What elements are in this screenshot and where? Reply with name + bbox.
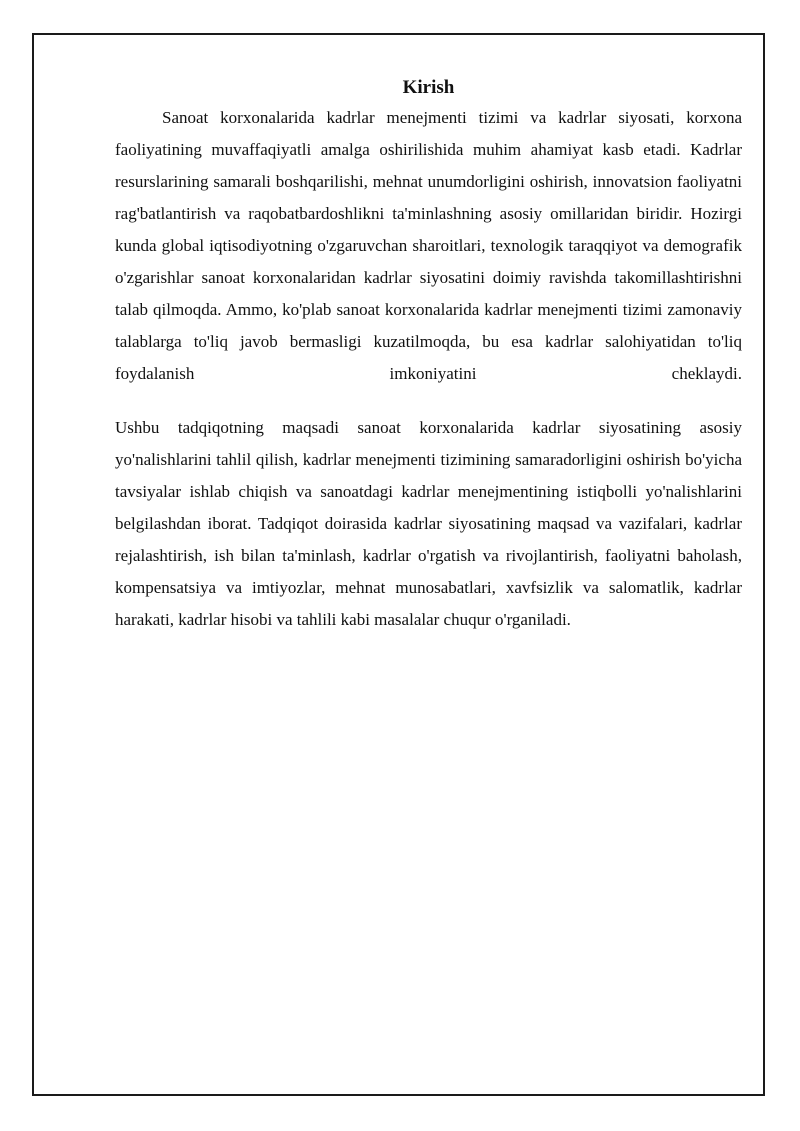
paragraph-introduction: Sanoat korxonalarida kadrlar menejmenti tizimi va kadrlar siyosati, korxona faoliyatining muvaffaqiyatli amalga oshirilishida muhim ahamiyat kasb etadi. Kadrlar resurslarining samarali boshqarilishi, mehnat unumdorligini oshirish, innovatsion faoliyatni rag'batlantirish va raqobatbardoshlikni ta'minlashning asosiy omillaridan biridir. Hozirgi kunda global iqtisodiyotning o'zgaruvchan sharoitlari, texnologik taraqqiyot va demografik o'zgarishlar sanoat korxonalaridan kadrlar siyosatini doimiy ravishda takomillashtirishni talab qilmoqda. Ammo, ko'plab sanoat korxonalarida kadrlar menejmenti tizimi zamonaviy talablarga to'liq javob bermasligi kuzatilmoqda, bu esa kadrlar salohiyatidan to'liq foydalanish imkoniyatini cheklaydi. (115, 108, 742, 383)
document-body (115, 74, 742, 636)
page-title: Kirish (402, 77, 455, 98)
paragraph-research-goal: Ushbu tadqiqotning maqsadi sanoat korxonalarida kadrlar siyosatining asosiy yo'nalishlarini tahlil qilish, kadrlar menejmenti tizimining samaradorligini oshirish bo'yicha tavsiyalar ishlab chiqish va sanoatdagi kadrlar menejmentining istiqbolli yo'nalishlarini belgilashdan iborat. Tadqiqot doirasida kadrlar siyosatining maqsad va vazifalari, kadrlar rejalashtirish, ish bilan ta'minlash, kadrlar o'rgatish va rivojlantirish, faoliyatni baholash, kompensatsiya va imtiyozlar, mehnat munosabatlari, xavfsizlik va salomatlik, kadrlar harakati, kadrlar hisobi va tahlili kabi masalalar chuqur o'rganiladi. (115, 418, 742, 629)
